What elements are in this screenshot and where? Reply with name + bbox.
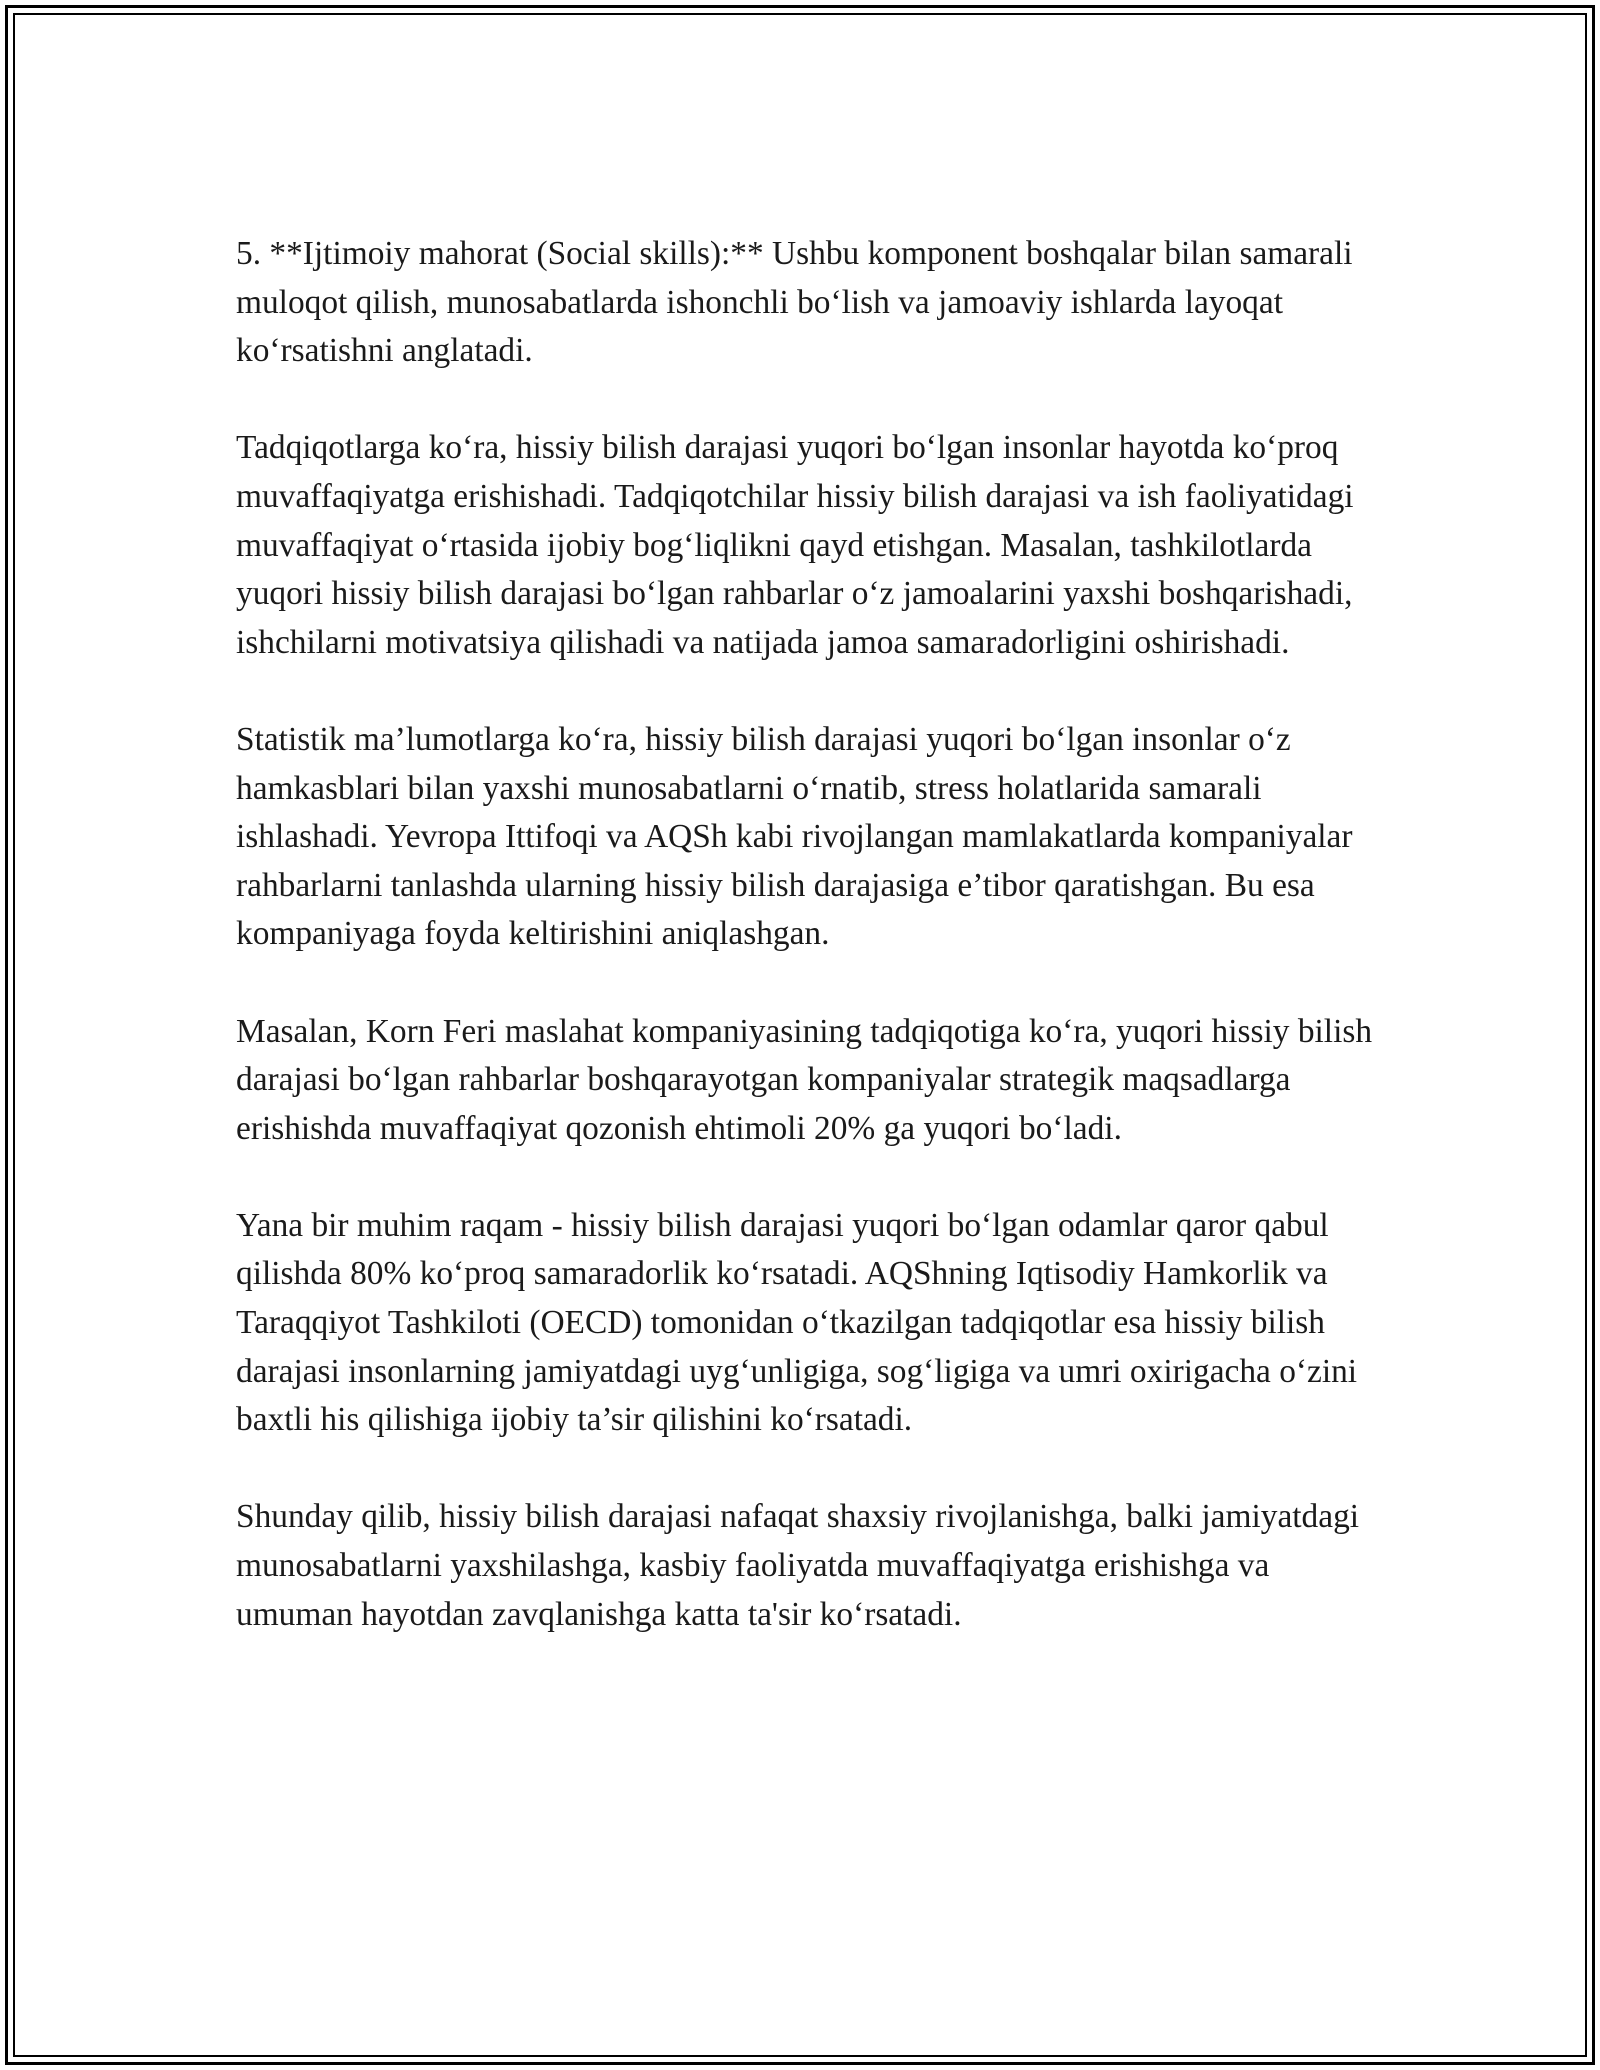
paragraph-statistics: Statistik ma’lumotlarga ko‘ra, hissiy bilish darajasi yuqori bo‘lgan insonlar o‘z hamkasblari bilan yaxshi munosabatlarni o‘rnatib, stress holatlarida samarali ishlashadi. Yevropa Ittifoqi va AQSh kabi rivojlangan mamlakatlarda kompaniyalar rahbarlarni tanlashda ularning hissiy bilish darajasiga e’tibor qaratishgan. Bu esa kompaniyaga foyda keltirishini aniqlashgan. — [236, 720, 1353, 953]
paragraph-korn-ferry: Masalan, Korn Feri maslahat kompaniyasining tadqiqotiga ko‘ra, yuqori hissiy bilish darajasi bo‘lgan rahbarlar boshqarayotgan kompaniyalar strategik maqsadlarga erishishda muvaffaqiyat qozonish ehtimoli 20% ga yuqori bo‘ladi. — [236, 1012, 1373, 1147]
paragraph-research-success: Tadqiqotlarga ko‘ra, hissiy bilish darajasi yuqori bo‘lgan insonlar hayotda ko‘proq muvaffaqiyatga erishishadi. Tadqiqotchilar hissiy bilish darajasi va ish faoliyatidagi muvaffaqiyat o‘rtasida ijobiy bog‘liqlikni qayd etishgan. Masalan, tashkilotlarda yuqori hissiy bilish darajasi bo‘lgan rahbarlar o‘z jamoalarini yaxshi boshqarishadi, ishchilarni motivatsiya qilishadi va natijada jamoa samaradorligini oshirishadi. — [236, 429, 1354, 661]
paragraph-social-skills: 5. **Ijtimoiy mahorat (Social skills):** Ushbu komponent boshqalar bilan samarali muloqot qilish, munosabatlarda ishonchli bo‘lish va jamoaviy ishlarda layoqat ko‘rsatishni anglatadi. — [236, 235, 1353, 370]
paragraph-oecd: Yana bir muhim raqam - hissiy bilish darajasi yuqori bo‘lgan odamlar qaror qabul qilishda 80% ko‘proq samaradorlik ko‘rsatadi. AQShning Iqtisodiy Hamkorlik va Taraqqiyot Tashkiloti (OECD) tomonidan o‘tkazilgan tadqiqotlar esa hissiy bilish darajasi insonlarning jamiyatdagi uyg‘unligiga, sog‘ligiga va umri oxirigacha o‘zini baxtli his qilishiga ijobiy ta’sir qilishini ko‘rsatadi. — [236, 1206, 1358, 1439]
document-body — [236, 230, 1376, 1688]
paragraph-conclusion: Shunday qilib, hissiy bilish darajasi nafaqat shaxsiy rivojlanishga, balki jamiyatdagi munosabatlarni yaxshilashga, kasbiy faoliyatda muvaffaqiyatga erishishga va umuman hayotdan zavqlanishga katta ta'sir ko‘rsatadi. — [236, 1498, 1360, 1633]
